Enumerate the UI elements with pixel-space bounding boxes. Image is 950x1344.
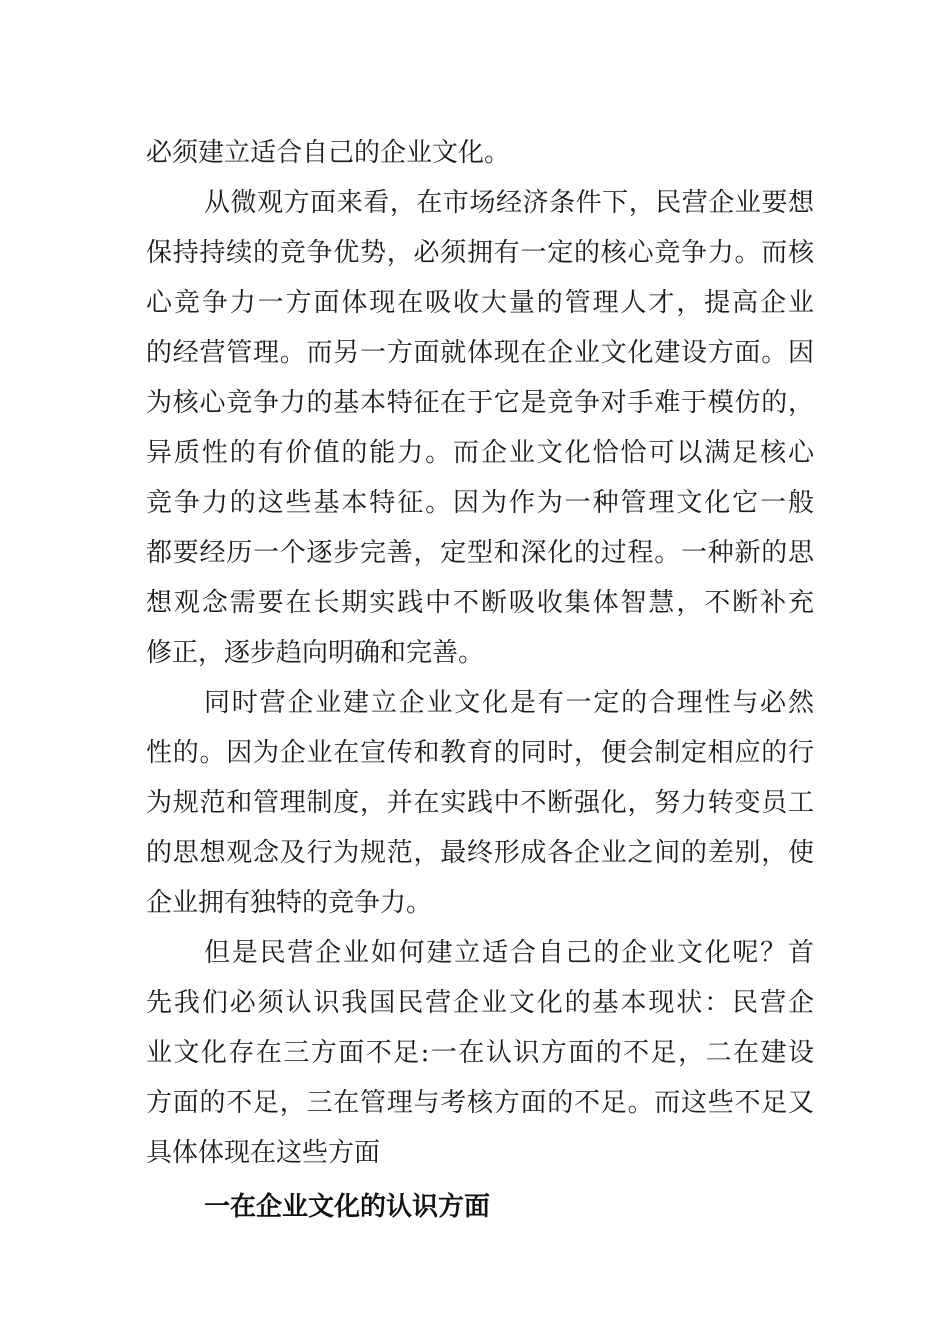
text-line: 异质性的有价值的能力。而企业文化恰恰可以满足核心 (146, 438, 814, 468)
text-line: 必须建立适合自己的企业文化。 (146, 138, 511, 168)
text-line: 具体体现在这些方面 (146, 1138, 381, 1168)
text-line: 保持持续的竞争优势，必须拥有一定的核心竞争力。而核 (146, 238, 814, 268)
text-line: 企业拥有独特的竞争力。 (146, 888, 433, 918)
text-line: 业文化存在三方面不足:一在认识方面的不足，二在建设 (146, 1038, 814, 1068)
text-line: 性的。因为企业在宣传和教育的同时，便会制定相应的行 (146, 738, 814, 768)
text-line: 心竞争力一方面体现在吸收大量的管理人才，提高企业 (146, 288, 814, 318)
text-line: 为核心竞争力的基本特征在于它是竞争对手难于模仿的， (146, 388, 814, 418)
paragraph-first-line: 从微观方面来看，在市场经济条件下，民营企业要想 (204, 188, 814, 218)
text-line: 的经营管理。而另一方面就体现在企业文化建设方面。因 (146, 338, 814, 368)
text-line: 方面的不足，三在管理与考核方面的不足。而这些不足又 (146, 1088, 814, 1118)
text-line: 的思想观念及行为规范，最终形成各企业之间的差别，使 (146, 838, 814, 868)
text-line: 先我们必须认识我国民营企业文化的基本现状：民营企 (146, 988, 814, 1018)
text-line: 想观念需要在长期实践中不断吸收集体智慧，不断补充 (146, 588, 814, 618)
paragraph-first-line: 但是民营企业如何建立适合自己的企业文化呢？首 (204, 938, 814, 968)
text-line: 修正，逐步趋向明确和完善。 (146, 638, 485, 668)
text-line: 为规范和管理制度，并在实践中不断强化，努力转变员工 (146, 788, 814, 818)
document-body (146, 128, 814, 1232)
section-heading: 一在企业文化的认识方面 (204, 1192, 491, 1222)
text-line: 竞争力的这些基本特征。因为作为一种管理文化它一般 (146, 488, 814, 518)
text-line: 都要经历一个逐步完善，定型和深化的过程。一种新的思 (146, 538, 814, 568)
paragraph-first-line: 同时营企业建立企业文化是有一定的合理性与必然 (204, 688, 814, 718)
